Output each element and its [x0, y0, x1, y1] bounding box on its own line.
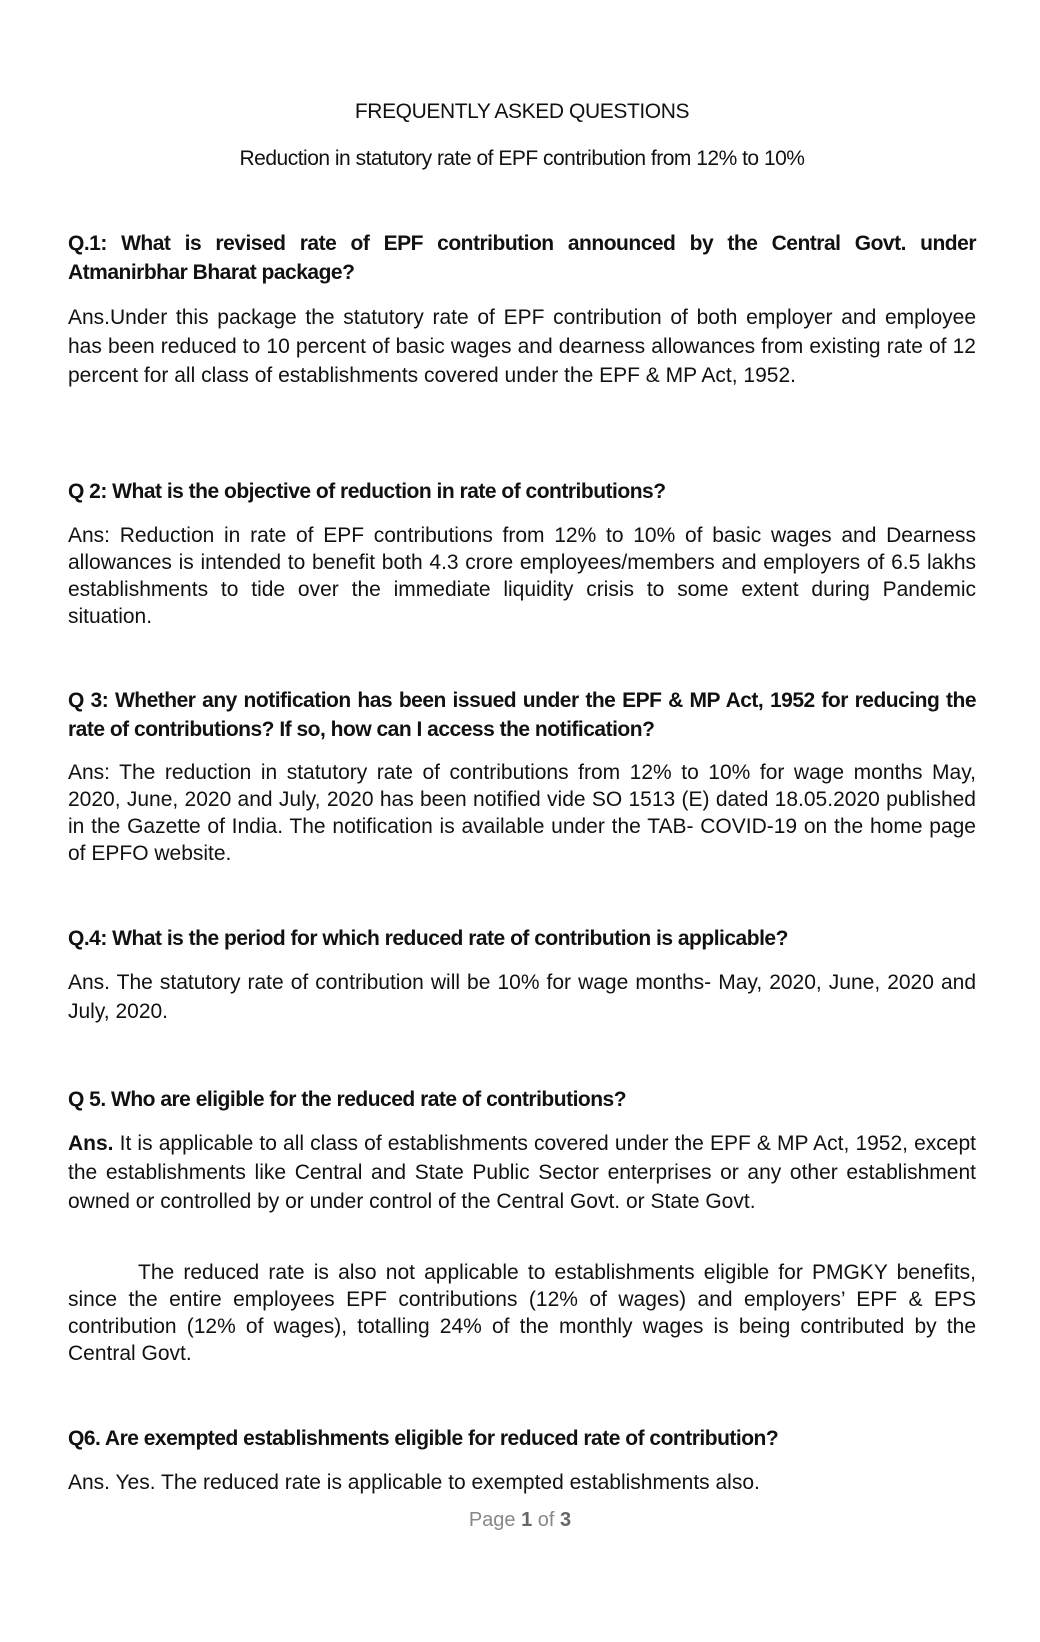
- faq-question-6: Q6. Are exempted establishments eligible for reduced rate of contribution?: [68, 1427, 779, 1450]
- page-number-footer: [0, 1509, 1040, 1532]
- faq-answer-3: Ans: The reduction in statutory rate of contributions from 12% to 10% for wage months May, 2020, June, 2020 and July, 2020 has been notified vide SO 1513 (E) dated 18.05.2020 published in the Gazette of India. The notification is available under the TAB- COVID-19 on the home page of EPFO website.: [68, 761, 976, 865]
- page-word: Page: [468, 1509, 516, 1531]
- answer-text: It is applicable to all class of establishments covered under the EPF & MP Act, 1952, except the establishments like Central and State Public Sector enterprises or any other establishment owned or controlled by or under control of the Central Govt. or State Govt.: [68, 1132, 976, 1213]
- faq-answer-5-extra: The reduced rate is also not applicable to establishments eligible for PMGKY benefits, since the entire employees EPF contributions (12% of wages) and employers’ EPF & EPS contribution (12% of wages), totalling 24% of the monthly wages is being contributed by the Central Govt.: [68, 1261, 976, 1365]
- document-title: FREQUENTLY ASKED QUESTIONS: [354, 100, 690, 123]
- faq-answer-2: Ans: Reduction in rate of EPF contributions from 12% to 10% of basic wages and Dearness allowances is intended to benefit both 4.3 crore employees/members and employers of 6.5 lakhs establishments to tide over the immediate liquidity crisis to some extent during Pandemic situation.: [68, 524, 976, 628]
- answer-label: Ans.: [68, 1132, 114, 1155]
- faq-question-1: Q.1: What is revised rate of EPF contribution announced by the Central Govt. under Atmanirbhar Bharat package?: [68, 232, 976, 284]
- faq-question-3: Q 3: Whether any notification has been issued under the EPF & MP Act, 1952 for reducing the rate of contributions? If so, how can I access the notification?: [68, 689, 976, 741]
- faq-answer-5: [68, 1129, 976, 1216]
- faq-question-5: Q 5. Who are eligible for the reduced rate of contributions?: [68, 1088, 627, 1111]
- faq-answer-6: Ans. Yes. The reduced rate is applicable to exempted establishments also.: [68, 1471, 760, 1494]
- of-word: of: [537, 1509, 555, 1531]
- faq-answer-1: Ans.Under this package the statutory rate of EPF contribution of both employer and employee has been reduced to 10 percent of basic wages and dearness allowances from existing rate of 12 percent for all class of establishments covered under the EPF & MP Act, 1952.: [68, 306, 976, 387]
- faq-answer-4: Ans. The statutory rate of contribution will be 10% for wage months- May, 2020, June, 2020 and July, 2020.: [68, 971, 976, 1023]
- total-pages-number: 3: [560, 1509, 572, 1531]
- faq-question-2: Q 2: What is the objective of reduction in rate of contributions?: [68, 480, 666, 503]
- document-subtitle: Reduction in statutory rate of EPF contribution from 12% to 10%: [239, 147, 805, 170]
- current-page-number: 1: [521, 1509, 533, 1531]
- faq-question-4: Q.4: What is the period for which reduced rate of contribution is applicable?: [68, 927, 788, 950]
